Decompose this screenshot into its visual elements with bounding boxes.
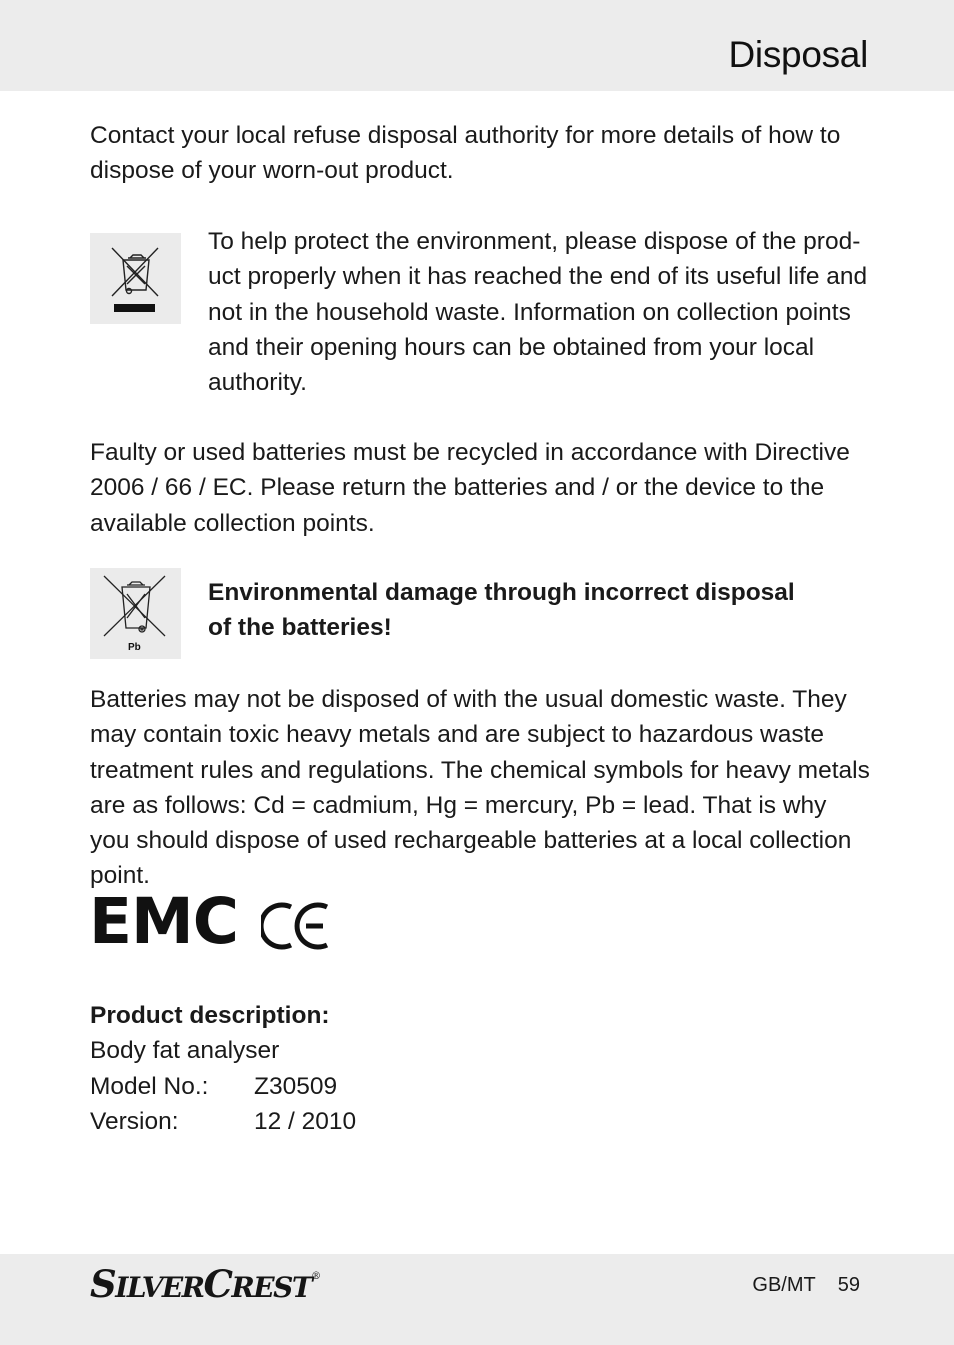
heavy-metals-paragraph: Batteries may not be disposed of with the usual domestic waste. They may contain toxic heavy metals and are subject to hazardous waste treatment rules and regulations. The chemical symbols for heavy metals are as follows: Cd = cadmium, Hg = mercury, Pb = lead. That is why you should dispose of used rechargeable batteries at a local collection point.: [90, 686, 870, 890]
product-description-heading: Product description:: [90, 1002, 330, 1029]
emc-label: EMC: [89, 885, 238, 958]
model-value: Z30509: [254, 1072, 338, 1100]
ce-mark-icon: [261, 902, 331, 950]
pb-label: Pb: [128, 642, 141, 653]
product-description: [90, 998, 356, 1139]
model-row: [90, 1069, 356, 1104]
page-number: 59: [837, 1274, 860, 1296]
version-label: Version:: [90, 1107, 179, 1135]
environment-paragraph: To help protect the environment, please dispose of the prod-uct properly when it has reached the end of its useful life and not in the household waste. Information on collection points and their opening hours can be obtained from your local authority.: [208, 228, 868, 397]
product-name: Body fat analyser: [90, 1037, 280, 1065]
weee-symbol-box: [90, 233, 181, 324]
version-row: [90, 1104, 356, 1139]
locale-label: GB/MT: [752, 1274, 816, 1296]
batteries-directive-paragraph: Faulty or used batteries must be recycled in accordance with Directive 2006 / 66 / EC. Please return the batteries and / or the device to the available collection points.: [90, 439, 850, 537]
battery-warning: Environmental damage through incorrect disposal of the batteries!: [208, 579, 795, 642]
battery-symbol-box: [90, 568, 181, 659]
page-title: Disposal: [728, 34, 868, 75]
footer-locale-page: [752, 1274, 860, 1297]
crossed-out-battery-bin-icon: [90, 568, 181, 659]
silvercrest-logo: SILVERCREST®: [90, 1262, 322, 1306]
crossed-out-wheelie-bin-icon: [90, 233, 181, 324]
contact-paragraph: Contact your local refuse disposal authority for more details of how to dispose of your worn-out product.: [90, 122, 841, 185]
model-label: Model No.:: [90, 1072, 209, 1100]
version-value: 12 / 2010: [254, 1107, 357, 1135]
